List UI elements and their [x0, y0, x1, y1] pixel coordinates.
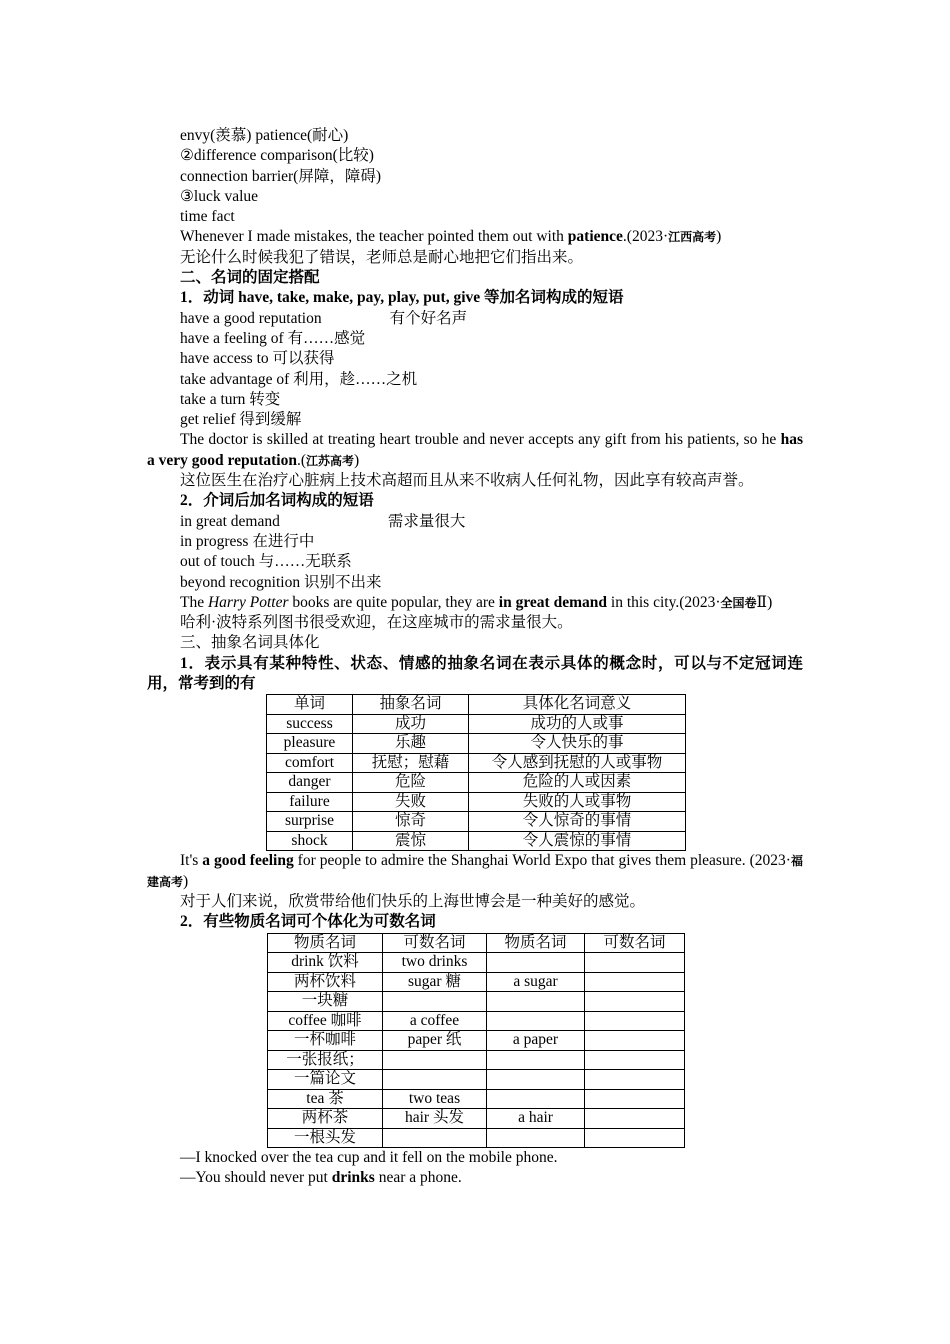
table-cell: a coffee — [383, 1011, 487, 1031]
table-row — [268, 953, 685, 973]
table-cell: 一杯咖啡 — [268, 1031, 383, 1051]
noun-list-line: envy(羡慕) patience(耐心) — [180, 127, 349, 144]
table-header-cell: 可数名词 — [383, 933, 487, 953]
phrase-line: out of touch 与……无联系 — [180, 553, 352, 571]
phrase-line: in great demand 需求量很大 — [180, 512, 466, 530]
table-row — [268, 992, 685, 1012]
table-cell — [585, 1109, 685, 1129]
phrase-line: have a feeling of 有……感觉 — [180, 329, 366, 347]
table-cell: 令人感到抚慰的人或事物 — [469, 753, 686, 773]
table-cell — [585, 1128, 685, 1148]
table-row — [267, 831, 686, 851]
table-cell: drink 饮料 — [268, 953, 383, 973]
table-cell: two teas — [383, 1089, 487, 1109]
phrase-line: take advantage of 利用，趁……之机 — [180, 370, 418, 388]
table-cell — [487, 1089, 585, 1109]
table-cell: paper 纸 — [383, 1031, 487, 1051]
table-cell — [383, 1128, 487, 1148]
table-cell: a paper — [487, 1031, 585, 1051]
table-header-cell: 单词 — [267, 695, 353, 715]
table-cell: surprise — [267, 812, 353, 832]
table-cell: failure — [267, 792, 353, 812]
abstract-noun-table — [266, 694, 686, 851]
example-translation: 这位医生在治疗心脏病上技术高超而且从来不收病人任何礼物，因此享有较高声誉。 — [180, 472, 754, 490]
table-cell: 成功 — [353, 714, 469, 734]
table-cell: 惊奇 — [353, 812, 469, 832]
table-cell: 令人惊奇的事情 — [469, 812, 686, 832]
table-header-cell: 抽象名词 — [353, 695, 469, 715]
table-cell — [585, 1050, 685, 1070]
table-cell: 失败 — [353, 792, 469, 812]
table-cell — [383, 1070, 487, 1090]
table-cell: comfort — [267, 753, 353, 773]
table-cell: 失败的人或事物 — [469, 792, 686, 812]
table-cell: two drinks — [383, 953, 487, 973]
table-cell — [585, 1011, 685, 1031]
table-cell — [487, 992, 585, 1012]
table-cell: 抚慰；慰藉 — [353, 753, 469, 773]
material-noun-table — [267, 933, 685, 1149]
table-row — [268, 1128, 685, 1148]
example-sentence: The doctor is skilled at treating heart trouble and never accepts any gift from his patients, so he has a very good reputation.(江苏高考) — [147, 431, 803, 469]
table-cell — [585, 992, 685, 1012]
table-cell: 危险的人或因素 — [469, 773, 686, 793]
subsection-heading: 2．有些物质名词可个体化为可数名词 — [180, 913, 436, 931]
source-label: 江西高考 — [668, 230, 717, 245]
table-cell — [487, 953, 585, 973]
table-row — [268, 1109, 685, 1129]
table-header-row — [268, 933, 685, 953]
table-header-cell: 可数名词 — [585, 933, 685, 953]
table-cell — [487, 1070, 585, 1090]
table-cell: 危险 — [353, 773, 469, 793]
phrase-line: take a turn 转变 — [180, 390, 281, 408]
table-cell — [585, 1089, 685, 1109]
table-cell — [585, 1070, 685, 1090]
table-cell — [487, 1128, 585, 1148]
table-row — [268, 1050, 685, 1070]
table-row — [268, 1011, 685, 1031]
table-cell: a sugar — [487, 972, 585, 992]
noun-list-line: ③luck value — [180, 187, 259, 205]
table-cell: pleasure — [267, 734, 353, 754]
table-row — [267, 812, 686, 832]
subsection-heading: 1．表示具有某种特性、状态、情感的抽象名词在表示具体的概念时，可以与不定冠词连用，常考到的有 — [147, 654, 803, 693]
table-cell: sugar 糖 — [383, 972, 487, 992]
example-translation: 对于人们来说，欣赏带给他们快乐的上海世博会是一种美好的感觉。 — [180, 892, 646, 910]
phrase-line: beyond recognition 识别不出来 — [180, 573, 382, 591]
table-row — [267, 753, 686, 773]
section-heading: 二、名词的固定搭配 — [180, 269, 320, 287]
table-row — [268, 1070, 685, 1090]
table-header-cell: 物质名词 — [487, 933, 585, 953]
table-cell: 两杯饮料 — [268, 972, 383, 992]
table-cell — [585, 972, 685, 992]
table-cell: 一根头发 — [268, 1128, 383, 1148]
phrase-line: get relief 得到缓解 — [180, 411, 302, 429]
source-label: 福建高考 — [147, 854, 803, 889]
noun-list-line: time fact — [180, 208, 235, 226]
table-cell: 成功的人或事 — [469, 714, 686, 734]
table-cell: 震惊 — [353, 831, 469, 851]
table-cell: shock — [267, 831, 353, 851]
table-row — [267, 714, 686, 734]
subsection-heading: 2．介词后加名词构成的短语 — [180, 492, 374, 510]
table-cell — [487, 1050, 585, 1070]
source-label: 全国卷 — [720, 595, 757, 610]
table-cell — [487, 1011, 585, 1031]
phrase-line: in progress 在进行中 — [180, 532, 315, 550]
noun-list-line: connection barrier(屏障，障碍) — [180, 167, 382, 185]
source-label: 江苏高考 — [306, 453, 355, 468]
table-cell: success — [267, 714, 353, 734]
table-cell: danger — [267, 773, 353, 793]
section-heading: 三、抽象名词具体化 — [180, 634, 320, 652]
table-cell — [585, 1031, 685, 1051]
table-cell: 令人震惊的事情 — [469, 831, 686, 851]
table-header-cell: 具体化名词意义 — [469, 695, 686, 715]
table-row — [267, 734, 686, 754]
table-cell — [585, 953, 685, 973]
dialogue-line: —You should never put drinks near a phone. — [180, 1169, 462, 1187]
table-cell: 一张报纸； — [268, 1050, 383, 1070]
example-translation: 哈利·波特系列图书很受欢迎，在这座城市的需求量很大。 — [180, 614, 573, 632]
table-cell: 一篇论文 — [268, 1070, 383, 1090]
table-row — [268, 1089, 685, 1109]
table-cell: 令人快乐的事 — [469, 734, 686, 754]
table-cell: 乐趣 — [353, 734, 469, 754]
table-row — [267, 792, 686, 812]
table-row — [268, 1031, 685, 1051]
table-cell — [383, 992, 487, 1012]
phrase-line: have access to 可以获得 — [180, 350, 335, 368]
subsection-heading: 1．动词 have, take, make, pay, play, put, give 等加名词构成的短语 — [180, 289, 624, 307]
table-header-cell: 物质名词 — [268, 933, 383, 953]
example-sentence: Whenever I made mistakes, the teacher pointed them out with patience.(2023·江西高考) — [180, 228, 722, 246]
table-cell: hair 头发 — [383, 1109, 487, 1129]
table-cell: a hair — [487, 1109, 585, 1129]
table-cell — [383, 1050, 487, 1070]
example-sentence: The Harry Potter books are quite popular, they are in great demand in this city.(2023·全国卷Ⅱ) — [180, 593, 773, 611]
table-cell: 一块糖 — [268, 992, 383, 1012]
example-sentence: It's a good feeling for people to admire the Shanghai World Expo that gives them pleasure. (2023·福建高考) — [147, 852, 803, 890]
table-row — [268, 972, 685, 992]
table-row — [267, 773, 686, 793]
table-cell: coffee 咖啡 — [268, 1011, 383, 1031]
table-header-row — [267, 695, 686, 715]
phrase-line: have a good reputation 有个好名声 — [180, 309, 468, 327]
noun-list-line: ②difference comparison(比较) — [180, 147, 374, 165]
dialogue-line: —I knocked over the tea cup and it fell on the mobile phone. — [180, 1149, 558, 1166]
document-page — [147, 126, 803, 1189]
table-cell: 两杯茶 — [268, 1109, 383, 1129]
table-cell: tea 茶 — [268, 1089, 383, 1109]
example-translation: 无论什么时候我犯了错误，老师总是耐心地把它们指出来。 — [180, 248, 584, 266]
